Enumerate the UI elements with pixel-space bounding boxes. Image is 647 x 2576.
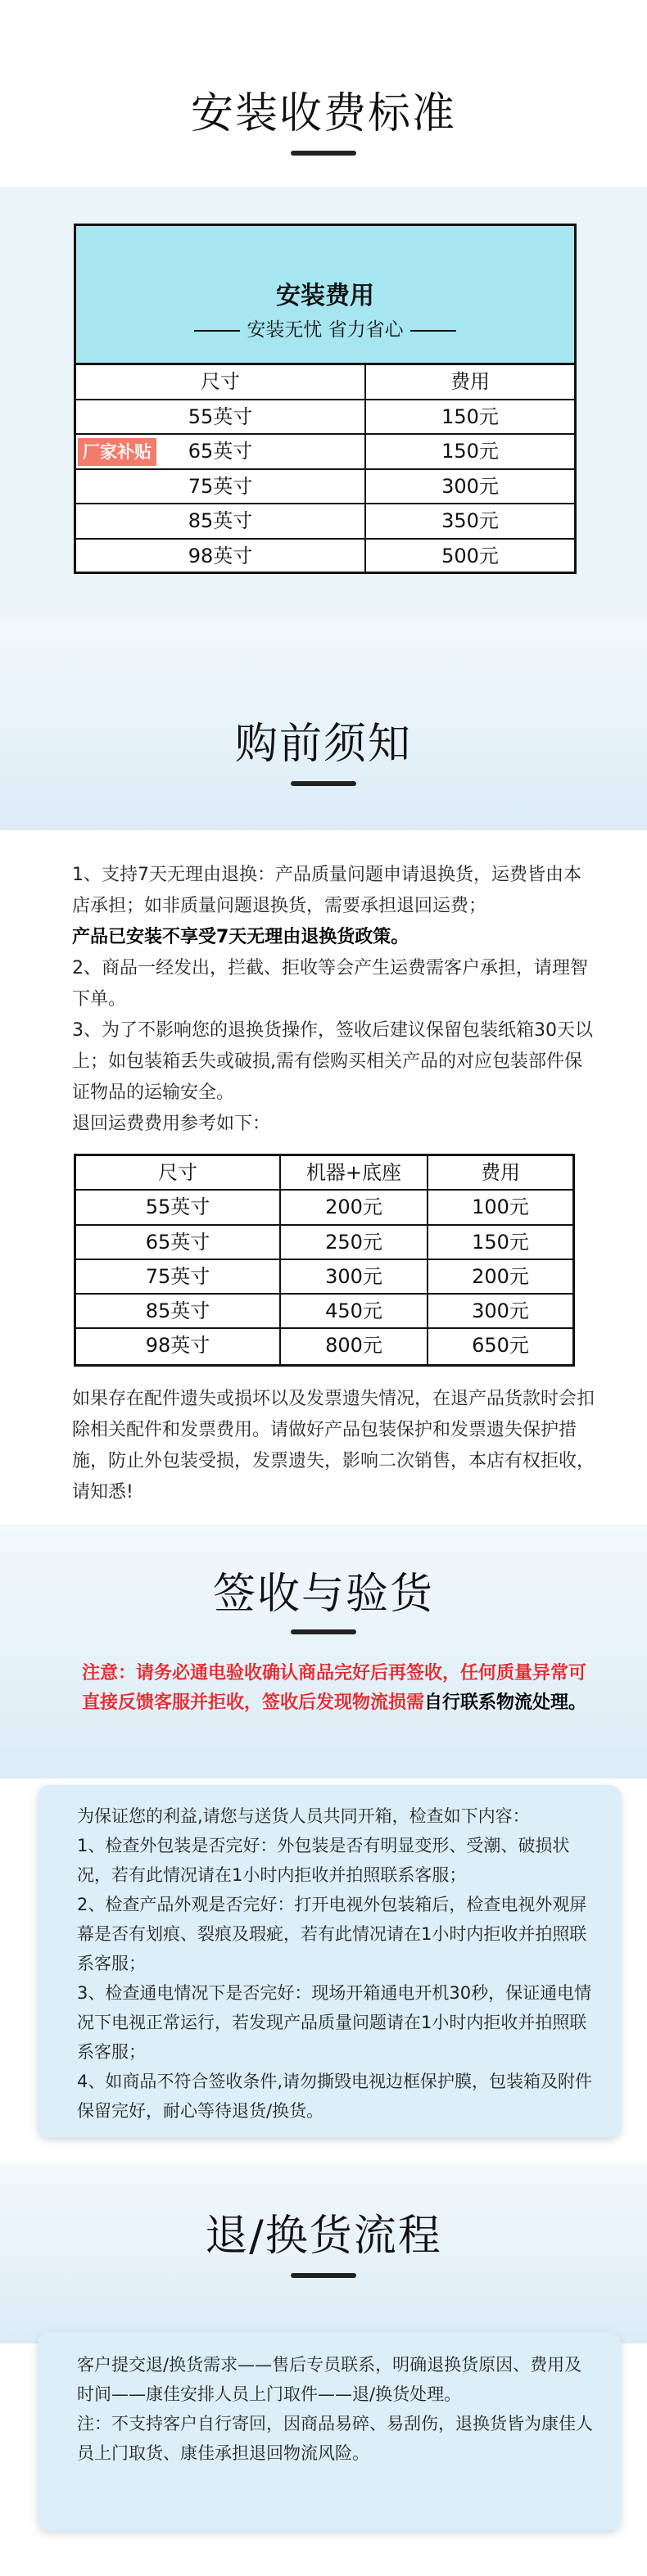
table-cell: 150元 [441,404,499,428]
return-process-note: 注：不支持客户自行寄回，因商品易碎、易刮伤，退换货皆为康佳人员上门取货、康佳承担退回物流风险。 [77,2414,593,2463]
table-cell: 300元 [441,474,499,498]
sign-section-title: 签收与验货 [212,1570,434,1619]
title-underline [291,2273,356,2278]
warning-text: 注意：请务必通电验收确认商品完好后再签收，任何质量异常可直接反馈客服并拒收，签收后发现物流损需 [82,1663,587,1713]
table-row [76,1226,572,1260]
table-cell: 300元 [281,1260,428,1293]
table-cell: 300元 [472,1299,529,1323]
table-cell: 500元 [441,544,499,567]
header-cell: 费用 [481,1161,520,1184]
notice-section-title: 购前须知 [234,720,412,769]
table-row [76,1295,572,1329]
fee-table-title: 安装费用 [276,282,374,310]
inspection-card [38,1785,621,2137]
table-cell: 100元 [472,1195,529,1219]
table-cell: 250元 [281,1226,428,1259]
inspection-step-1: 1、检查外包装是否完好：外包装是否有明显变形、受潮、破损状况，若有此情况请在1小时内拒收并拍照联系客服； [77,1836,570,1885]
install-fee-table [74,224,577,574]
notice-footer-text [72,1384,596,1508]
subsidy-badge: 厂家补贴 [78,438,156,466]
table-header-row [76,1156,572,1191]
table-cell: 75英寸 [76,1260,281,1293]
return-section-title: 退/换货流程 [205,2212,442,2261]
inspection-step-2: 2、检查产品外观是否完好：打开电视外包装箱后，检查电视外观屏幕是否有划痕、裂痕及瑕疵，若有此情况请在1小时内拒收并拍照联系客服； [77,1895,587,1973]
table-cell: 98英寸 [76,1329,281,1363]
table-cell: 55英寸 [76,1191,281,1223]
fee-table-subtitle: 安装无忧 省力省心 [76,314,574,341]
table-row [76,1260,572,1295]
return-process-steps: 客户提交退/换货需求——售后专员联系，明确退换货原因、费用及时间——康佳安排人员上门取件——退/换货处理。 [77,2355,582,2404]
fee-table-header-row [76,365,574,400]
title-underline [291,151,356,156]
return-process-text [77,2350,596,2468]
header-cell: 费用 [450,370,490,393]
inspection-step-3: 3、检查通电情况下是否完好：现场开箱通电开机30秒，保证通电情况下电视正常运行，若发现产品质量问题请在1小时内拒收并拍照联系客服； [77,1983,592,2062]
install-section-title: 安装收费标准 [190,89,456,138]
fee-table-header [76,226,574,365]
notice-p2: 2、商品一经发出，拦截、拒收等会产生运费需客户承担，请理智下单。 [72,958,588,1010]
notice-p3: 3、为了不影响您的退换货操作，签收后建议保留包装纸箱30天以上；如包装箱丢失或破损,需有偿购买相关产品的对应包装部件保证物品的运输安全。 [72,1020,593,1103]
install-header-band [0,0,647,187]
table-cell: 650元 [472,1334,529,1358]
table-row [76,470,574,505]
sign-header-band [0,1525,647,1778]
table-cell: 800元 [281,1329,428,1363]
table-row [76,540,574,575]
sign-warning [82,1659,590,1718]
return-header-band [0,2163,647,2343]
table-cell: 65英寸 [76,435,366,468]
table-row [76,400,574,436]
table-cell: 200元 [281,1191,428,1223]
table-cell: 65英寸 [76,1226,281,1259]
header-cell: 机器+底座 [281,1156,428,1189]
title-underline [291,781,356,786]
table-cell: 150元 [441,440,499,463]
table-cell: 55英寸 [76,400,366,434]
table-cell: 85英寸 [76,1295,281,1327]
table-cell: 350元 [441,509,499,532]
table-cell: 98英寸 [76,540,366,575]
inspection-step-4: 4、如商品不符合签收条件,请勿撕毁电视边框保护膜，包装箱及附件保留完好，耐心等待退货/换货。 [77,2072,593,2121]
notice-p1-bold: 产品已安装不享受7天无理由退换货政策。 [72,927,409,947]
table-cell: 450元 [281,1295,428,1327]
notice-header-band [0,619,647,830]
title-underline [291,1629,356,1634]
header-cell: 尺寸 [76,365,366,399]
inspection-intro: 为保证您的利益,请您与送货人员共同开箱，检查如下内容： [77,1806,530,1826]
notice-p1: 1、支持7天无理由退换：产品质量问题申请退换货，运费皆由本店承担；如非质量问题退换货，需要承担退回运费； [72,865,581,916]
notice-p5: 如果存在配件遗失或损坏以及发票遗失情况，在退产品货款时会扣除相关配件和发票费用。请做好产品包装保护和发票遗失保护措施，防止外包装受损，发票遗失，影响二次销售，本店有权拒收，请知悉! [72,1389,595,1503]
inspection-text [77,1801,596,2126]
table-row [76,435,574,470]
notice-p4: 退回运费费用参考如下： [72,1114,271,1134]
return-freight-table [74,1154,575,1367]
return-process-card [38,2332,621,2530]
table-cell: 150元 [472,1230,529,1254]
warning-text-bold: 自行联系物流处理。 [424,1692,587,1713]
table-cell: 200元 [472,1264,529,1288]
table-cell: 85英寸 [76,504,366,538]
notice-text [72,860,596,1140]
table-row [76,1329,572,1363]
table-row [76,1191,572,1225]
table-row [76,504,574,540]
header-cell: 尺寸 [76,1156,281,1189]
table-cell: 75英寸 [76,470,366,504]
